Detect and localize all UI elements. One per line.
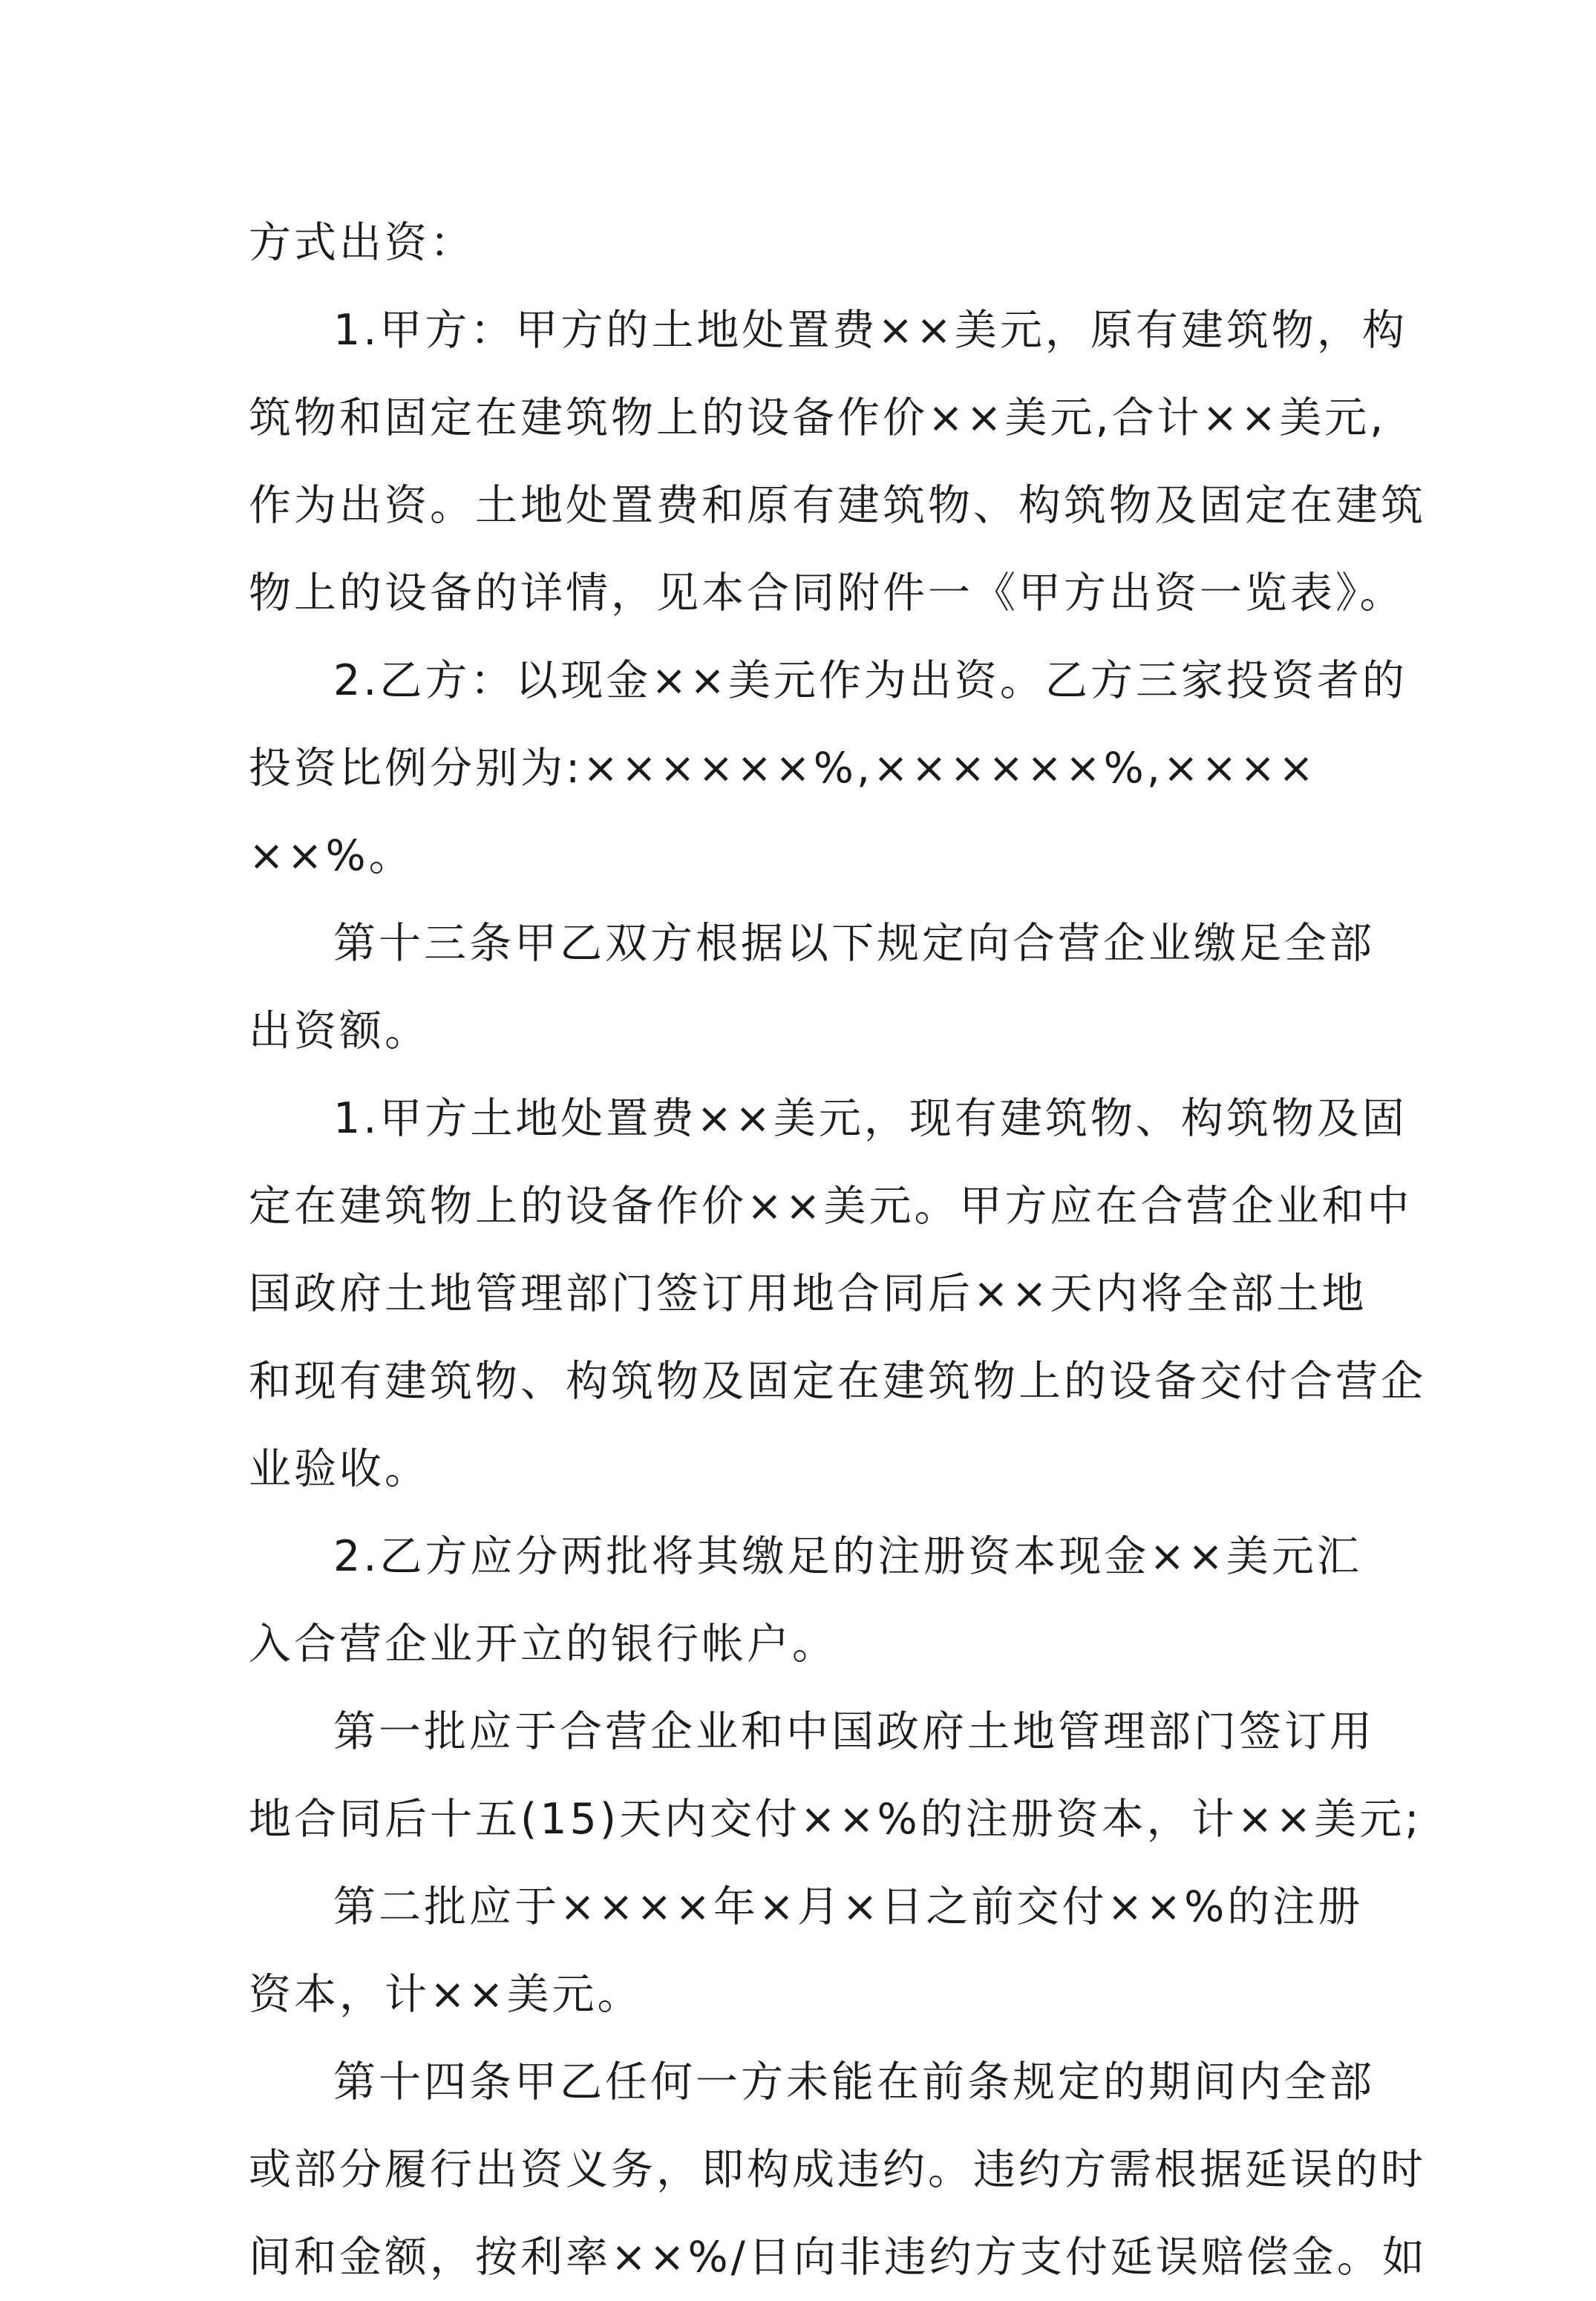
contract-body-text <box>249 199 1427 2301</box>
text-line: 业验收。 <box>249 1444 430 1493</box>
text-line: 物上的设备的详情，见本合同附件一《甲方出资一览表》。 <box>249 569 1405 618</box>
text-line: 第二批应于××××年×月×日之前交付××%的注册 <box>333 1882 1364 1931</box>
text-line: 定在建筑物上的设备作价××美元。甲方应在合营企业和中 <box>249 1182 1413 1231</box>
text-line: 资本，计××美元。 <box>249 1970 643 2019</box>
text-line: 地合同后十五(15)天内交付××%的注册资本，计××美元; <box>249 1795 1422 1844</box>
text-line: 作为出资。土地处置费和原有建筑物、构筑物及固定在建筑 <box>249 481 1426 530</box>
text-line: 入合营企业开立的银行帐户。 <box>249 1620 837 1669</box>
text-line: 第十四条甲乙任何一方未能在前条规定的期间内全部 <box>333 2058 1375 2107</box>
text-line: 2.乙方应分两批将其缴足的注册资本现金××美元汇 <box>333 1532 1362 1581</box>
text-line: 和现有建筑物、构筑物及固定在建筑物上的设备交付合营企 <box>249 1357 1426 1406</box>
text-line: 第十三条甲乙双方根据以下规定向合营企业缴足全部 <box>333 919 1375 968</box>
text-line: 或部分履行出资义务，即构成违约。违约方需根据延误的时 <box>249 2145 1426 2194</box>
text-line: 2.乙方：以现金××美元作为出资。乙方三家投资者的 <box>333 656 1407 705</box>
text-line: 方式出资： <box>249 218 475 267</box>
text-line: 投资比例分别为:××××××%,××××××%,×××× <box>249 744 1317 793</box>
text-line: 1.甲方土地处置费××美元，现有建筑物、构筑物及固 <box>333 1094 1407 1143</box>
text-line: 筑物和固定在建筑物上的设备作价××美元,合计××美元, <box>249 393 1387 442</box>
text-line: 第一批应于合营企业和中国政府土地管理部门签订用 <box>333 1707 1375 1756</box>
text-line: 间和金额，按利率××%/日向非违约方支付延误赔偿金。如 <box>249 2233 1427 2282</box>
text-line: 国政府土地管理部门签订用地合同后××天内将全部土地 <box>249 1269 1367 1318</box>
text-line: 1.甲方：甲方的土地处置费××美元，原有建筑物，构 <box>333 306 1407 355</box>
text-line: 出资额。 <box>249 1007 430 1055</box>
text-line: ××%。 <box>249 831 414 880</box>
